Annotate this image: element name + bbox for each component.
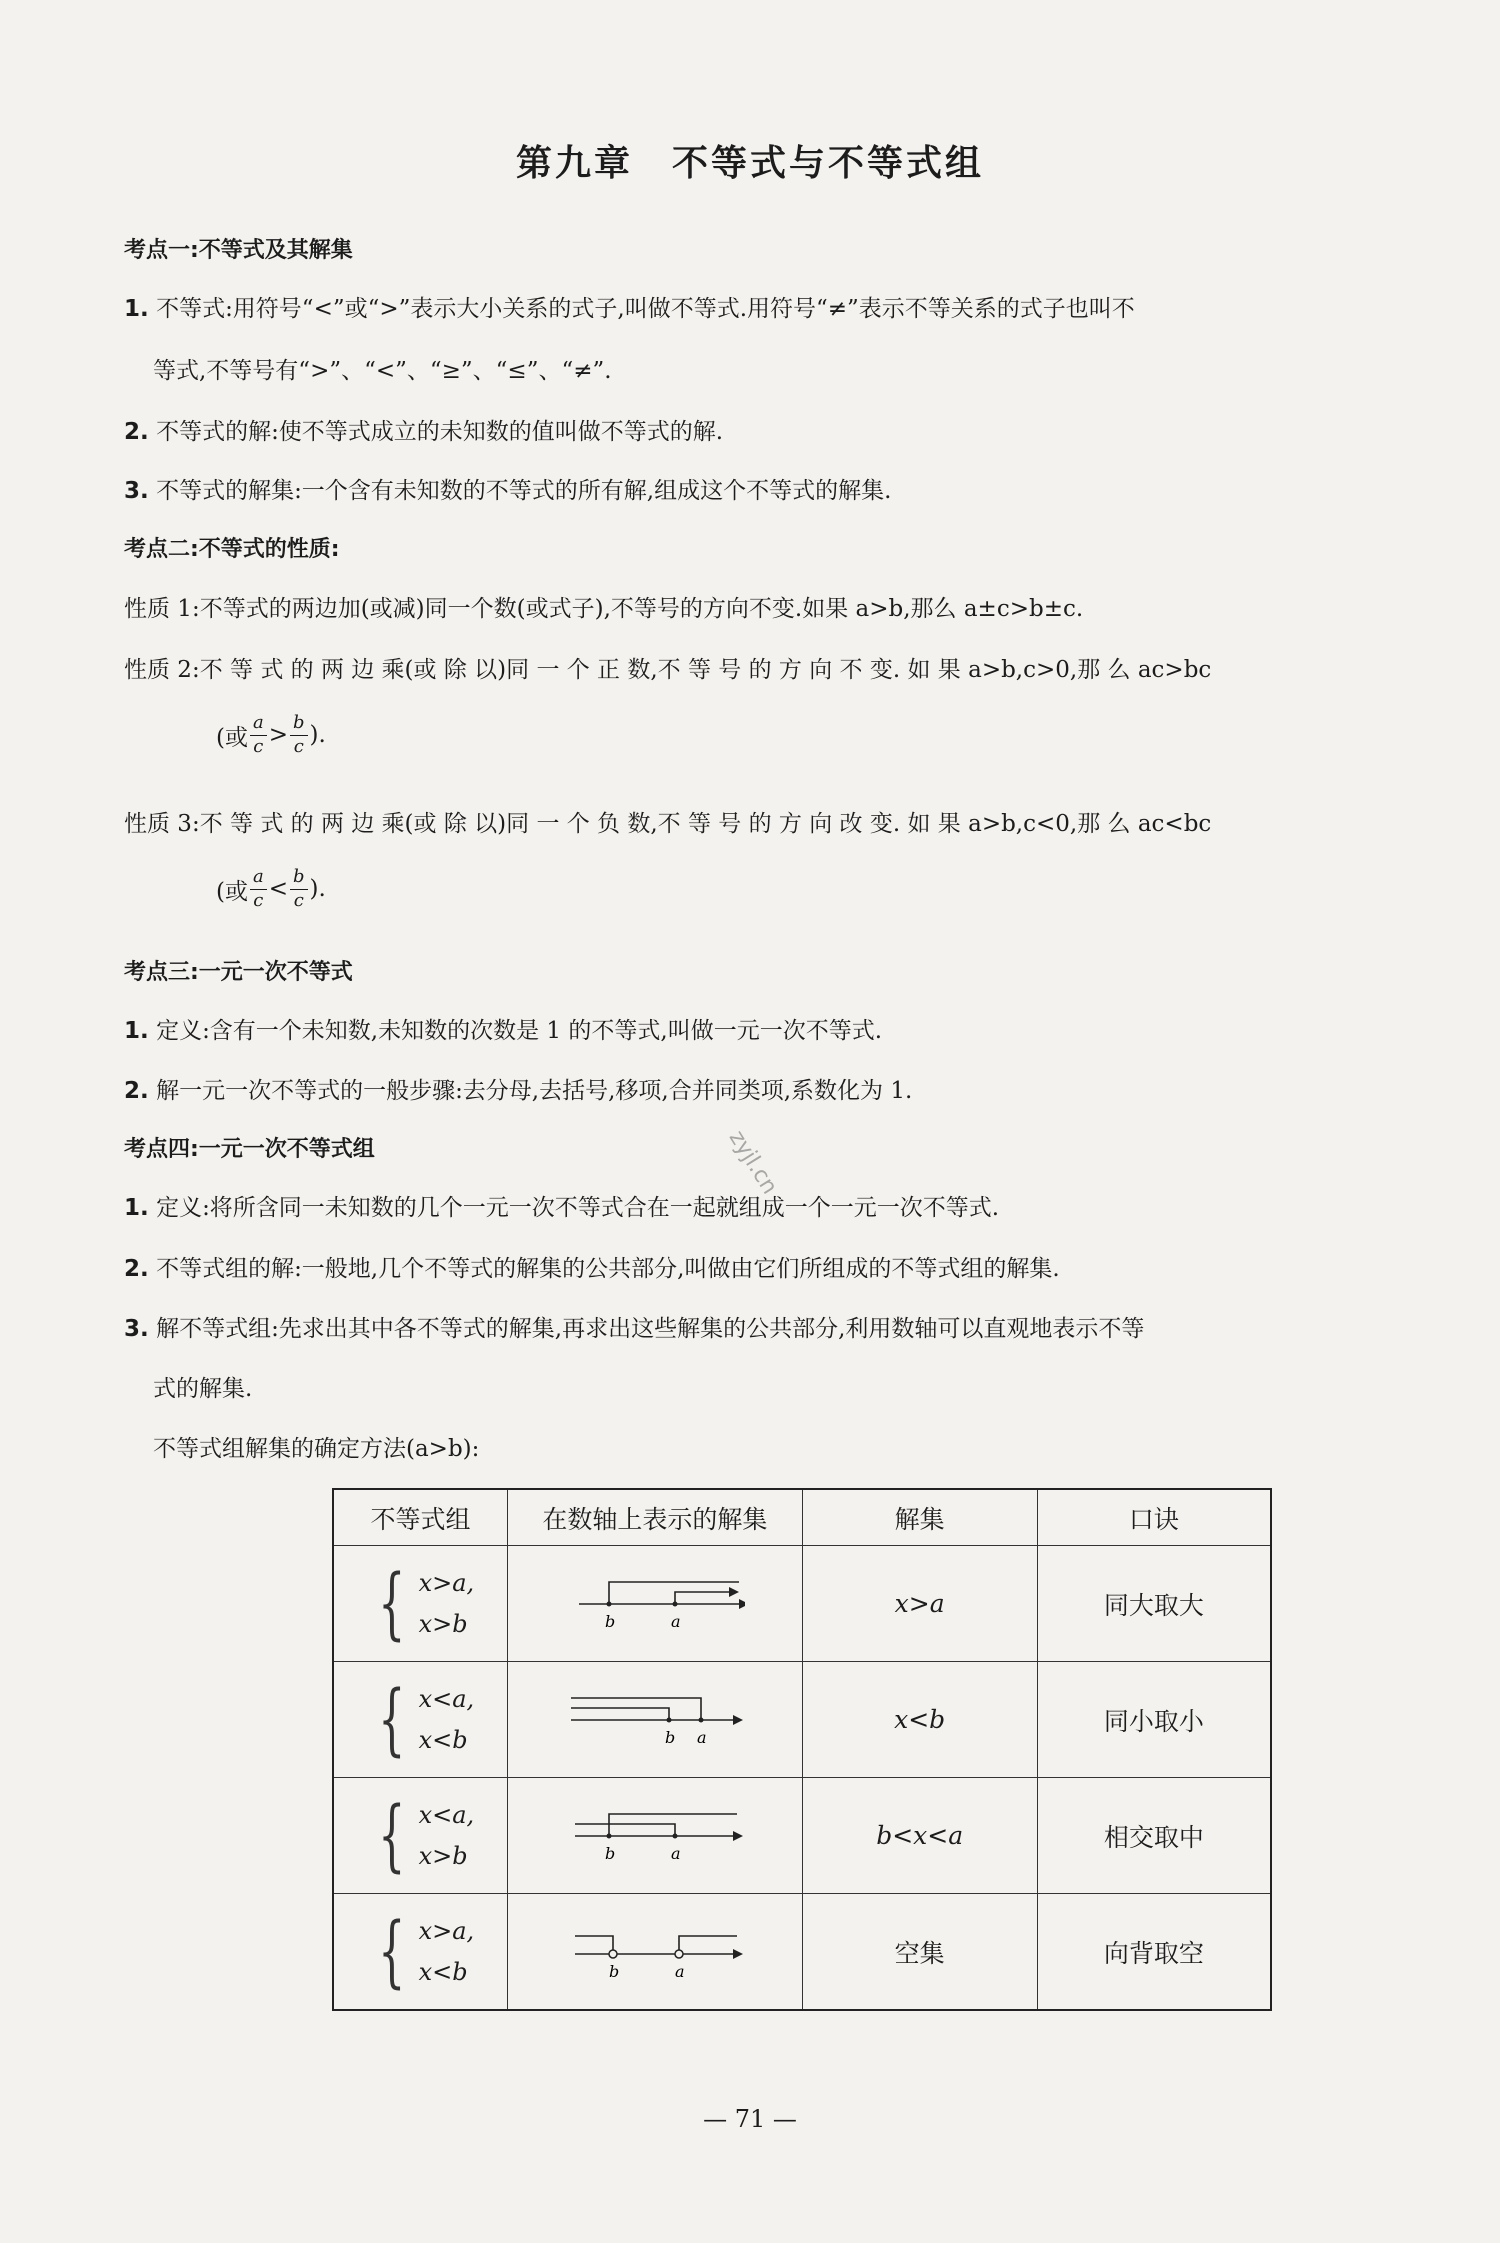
point-b xyxy=(606,1833,611,1838)
table-header-row xyxy=(333,1489,1271,1546)
watermark: zyjl.cn xyxy=(723,1126,783,1199)
point-label-a: a xyxy=(670,1611,681,1631)
brace-icon: { xyxy=(378,1674,406,1765)
numerator: a xyxy=(250,712,267,736)
item-text: 不等式的解:使不等式成立的未知数的值叫做不等式的解. xyxy=(156,419,724,445)
paren-open: (或 xyxy=(216,724,248,751)
item-text: 不等式组的解:一般地,几个不等式的解集的公共部分,叫做由它们所组成的不等式组的解集. xyxy=(156,1256,1060,1282)
property-2: 性质 2:不 等 式 的 两 边 乘(或 除 以)同 一 个 正 数,不 等 号 的 方 向 不 变. 如 果 a>b,c>0,那 么 ac>bc xyxy=(124,657,1212,683)
item-text: 不等式的解集:一个含有未知数的不等式的所有解,组成这个不等式的解集. xyxy=(156,478,892,504)
rule-cell: 同小取小 xyxy=(1037,1662,1271,1778)
point-label-a: a xyxy=(674,1961,685,1981)
paragraph xyxy=(124,1310,1144,1343)
table-row xyxy=(333,1778,1271,1894)
paragraph xyxy=(124,1072,912,1105)
range-x-lt-a xyxy=(571,1698,701,1720)
item-text: 不等式:用符号“<”或“>”表示大小关系的式子,叫做不等式.用符号“≠”表示不等关系的式子也叫不 xyxy=(156,296,1135,322)
item-text: 解不等式组:先求出其中各不等式的解集,再求出这些解集的公共部分,利用数轴可以直观地表示不等 xyxy=(156,1316,1145,1342)
property-3: 性质 3:不 等 式 的 两 边 乘(或 除 以)同 一 个 负 数,不 等 号 的 方 向 改 变. 如 果 a>b,c<0,那 么 ac<bc xyxy=(124,811,1212,837)
section-heading-4: 考点四:一元一次不等式组 xyxy=(124,1137,375,1162)
point-a xyxy=(698,1717,703,1722)
item-text: 定义:将所含同一未知数的几个一元一次不等式合在一起就组成一个一元一次不等式. xyxy=(156,1195,1000,1221)
inequality-system-cell xyxy=(333,1546,508,1662)
number-line-cell xyxy=(508,1778,803,1894)
table-row xyxy=(333,1662,1271,1778)
property-2-fraction xyxy=(216,712,326,758)
point-b xyxy=(609,1950,617,1958)
column-header: 在数轴上表示的解集 xyxy=(508,1489,803,1546)
numerator: b xyxy=(290,866,308,890)
item-number: 1. xyxy=(124,1018,149,1044)
arrow-icon xyxy=(739,1599,745,1609)
column-header: 口诀 xyxy=(1037,1489,1271,1546)
range-x-lt-b xyxy=(571,1708,669,1720)
item-number: 2. xyxy=(124,1256,149,1282)
solution-cell: 空集 xyxy=(802,1894,1037,2011)
point-label-b: b xyxy=(608,1961,620,1981)
point-label-b: b xyxy=(604,1611,616,1631)
table-row xyxy=(333,1546,1271,1662)
item-text: 解一元一次不等式的一般步骤:去分母,去括号,移项,合并同类项,系数化为 1. xyxy=(156,1078,913,1104)
point-b xyxy=(666,1717,671,1722)
paren-open: (或 xyxy=(216,878,248,905)
inequality-sign: > xyxy=(268,722,288,748)
rule-cell: 同大取大 xyxy=(1037,1546,1271,1662)
paren-close: ). xyxy=(309,722,326,748)
point-a xyxy=(675,1950,683,1958)
fraction-b-over-c xyxy=(290,866,308,912)
inequality-2: x<b xyxy=(418,1957,468,1986)
column-header: 不等式组 xyxy=(333,1489,508,1546)
point-label-a: a xyxy=(696,1727,707,1747)
solution-cell: x<b xyxy=(802,1662,1037,1778)
item-number: 1. xyxy=(124,296,149,322)
number-line-cell xyxy=(508,1662,803,1778)
rule-cell: 相交取中 xyxy=(1037,1778,1271,1894)
paren-close: ). xyxy=(309,876,326,902)
column-header: 解集 xyxy=(802,1489,1037,1546)
inequality-2: x<b xyxy=(418,1725,468,1754)
arrow-icon xyxy=(733,1831,743,1841)
fraction-b-over-c xyxy=(290,712,308,758)
numerator: b xyxy=(290,712,308,736)
number-line-cell xyxy=(508,1546,803,1662)
point-a xyxy=(672,1601,677,1606)
arrow-icon xyxy=(733,1949,743,1959)
range-x-gt-b xyxy=(609,1582,739,1604)
paragraph-continuation: 式的解集. xyxy=(153,1376,253,1402)
point-a xyxy=(672,1833,677,1838)
inequality-1: x>a, xyxy=(418,1916,475,1945)
point-b xyxy=(606,1601,611,1606)
paragraph xyxy=(124,413,723,446)
paragraph xyxy=(124,1012,882,1045)
item-number: 3. xyxy=(124,478,149,504)
property-3-fraction xyxy=(216,866,326,912)
range-x-lt-a xyxy=(575,1824,675,1836)
property-1: 性质 1:不等式的两边加(或减)同一个数(或式子),不等号的方向不变.如果 a>b,那么 a±c>b±c. xyxy=(124,596,1084,622)
fraction-a-over-c xyxy=(250,712,267,758)
inequality-1: x<a, xyxy=(418,1800,475,1829)
arrow-icon xyxy=(729,1587,739,1597)
number-line-diagram xyxy=(565,1682,745,1752)
page-number: — 71 — xyxy=(703,2105,797,2133)
section-heading-3: 考点三:一元一次不等式 xyxy=(124,960,353,985)
item-number: 2. xyxy=(124,419,149,445)
inequality-system-cell xyxy=(333,1894,508,2011)
number-line-diagram xyxy=(565,1566,745,1636)
solution-cell: x>a xyxy=(802,1546,1037,1662)
solution-cell: b<x<a xyxy=(802,1778,1037,1894)
paragraph xyxy=(124,1250,1060,1283)
brace-icon: { xyxy=(378,1906,406,1997)
range-x-lt-b xyxy=(575,1936,613,1954)
inequality-1: x>a, xyxy=(418,1568,475,1597)
point-label-a: a xyxy=(670,1843,681,1863)
rule-cell: 向背取空 xyxy=(1037,1894,1271,2011)
paragraph xyxy=(124,472,891,505)
numerator: a xyxy=(250,866,267,890)
table-row xyxy=(333,1894,1271,2011)
item-text: 定义:含有一个未知数,未知数的次数是 1 的不等式,叫做一元一次不等式. xyxy=(156,1018,882,1044)
section-heading-2: 考点二:不等式的性质: xyxy=(124,537,340,562)
inequality-1: x<a, xyxy=(418,1684,475,1713)
inequality-system-cell xyxy=(333,1662,508,1778)
inequality-2: x>b xyxy=(418,1609,468,1638)
arrow-icon xyxy=(733,1715,743,1725)
range-x-gt-a xyxy=(675,1592,731,1604)
item-number: 3. xyxy=(124,1316,149,1342)
page-title: 第九章 不等式与不等式组 xyxy=(515,143,984,184)
number-line-diagram xyxy=(565,1914,745,1984)
inequality-2: x>b xyxy=(418,1841,468,1870)
paragraph xyxy=(124,290,1135,323)
point-label-b: b xyxy=(604,1843,616,1863)
item-number: 2. xyxy=(124,1078,149,1104)
denominator: c xyxy=(293,735,304,757)
number-line-cell xyxy=(508,1894,803,2011)
paragraph xyxy=(124,1189,999,1222)
denominator: c xyxy=(253,889,264,911)
fraction-a-over-c xyxy=(250,866,267,912)
denominator: c xyxy=(293,889,304,911)
inequality-system-cell xyxy=(333,1778,508,1894)
brace-icon: { xyxy=(378,1790,406,1881)
brace-icon: { xyxy=(378,1558,406,1649)
section-heading-1: 考点一:不等式及其解集 xyxy=(124,238,353,263)
table-intro: 不等式组解集的确定方法(a>b): xyxy=(153,1436,480,1462)
paragraph-continuation: 等式,不等号有“>”、“<”、“≥”、“≤”、“≠”. xyxy=(153,358,612,384)
range-x-gt-a xyxy=(679,1936,737,1954)
item-number: 1. xyxy=(124,1195,149,1221)
point-label-b: b xyxy=(664,1727,676,1747)
range-x-gt-b xyxy=(609,1814,737,1836)
solution-set-table xyxy=(332,1488,1272,2011)
number-line-diagram xyxy=(565,1798,745,1868)
inequality-sign: < xyxy=(268,876,288,902)
denominator: c xyxy=(253,735,264,757)
